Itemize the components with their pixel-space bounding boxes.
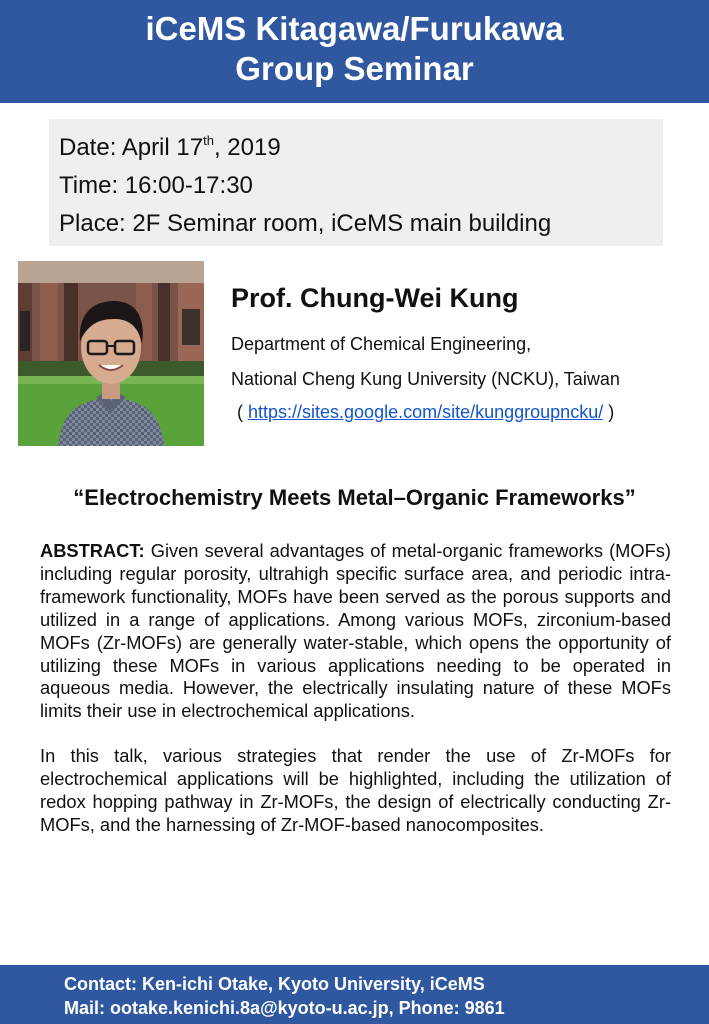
event-info-box bbox=[49, 119, 663, 246]
event-date-year: , 2019 bbox=[213, 134, 281, 161]
seminar-title-line1: iCeMS Kitagawa/Furukawa bbox=[145, 10, 564, 47]
link-close-paren: ) bbox=[603, 402, 615, 422]
event-date bbox=[59, 129, 653, 167]
speaker-name: Prof. Chung-Wei Kung bbox=[231, 283, 519, 313]
event-time: Time: 16:00-17:30 bbox=[59, 172, 253, 199]
speaker-department: Department of Chemical Engineering, bbox=[231, 334, 532, 354]
speaker-university: National Cheng Kung University (NCKU), Taiwan bbox=[231, 369, 620, 389]
abstract-paragraph-2: In this talk, various strategies that render the use of Zr-MOFs for electrochemical applications will be highlighted, including the utilization of redox hopping pathway in Zr-MOFs, the design of electrically conducting Zr-MOFs, and the harnessing of Zr-MOF-based nanocomposites. bbox=[40, 745, 671, 835]
speaker-photo bbox=[18, 261, 204, 446]
abstract bbox=[40, 540, 671, 837]
event-place: Place: 2F Seminar room, iCeMS main building bbox=[59, 210, 552, 237]
event-date-ordinal: th bbox=[203, 133, 214, 148]
link-open-paren: ( bbox=[237, 402, 248, 422]
header-banner bbox=[0, 0, 709, 103]
footer-banner bbox=[0, 965, 709, 1024]
speaker-website bbox=[231, 401, 701, 423]
abstract-paragraph-1-text: Given several advantages of metal-organic frameworks (MOFs) including regular porosity, ultrahigh specific surface area, and periodic intra-framework functionality, MOFs have been served as the porous supports and utilized in a range of applications. Among various MOFs, zirconium-based MOFs (Zr-MOFs) are generally water-stable, which opens the opportunity of utilizing these MOFs in various applications needing to be operated in aqueous media. However, the electrically insulating nature of these MOFs limits their use in electrochemical applications. bbox=[40, 540, 671, 722]
contact-line: Contact: Ken-ichi Otake, Kyoto University, iCeMS bbox=[64, 974, 485, 994]
abstract-label: ABSTRACT: bbox=[40, 540, 145, 561]
speaker-website-link[interactable]: https://sites.google.com/site/kunggroupncku/ bbox=[248, 402, 604, 422]
abstract-paragraph-1 bbox=[40, 540, 671, 723]
event-date-text: Date: April 17 bbox=[59, 134, 204, 161]
mail-line: Mail: ootake.kenichi.8a@kyoto-u.ac.jp, Phone: 9861 bbox=[64, 998, 505, 1018]
speaker-photo-image bbox=[18, 261, 204, 446]
talk-title: “Electrochemistry Meets Metal–Organic Frameworks” bbox=[73, 485, 636, 510]
speaker-info bbox=[231, 280, 701, 423]
seminar-title-line2: Group Seminar bbox=[235, 50, 474, 87]
